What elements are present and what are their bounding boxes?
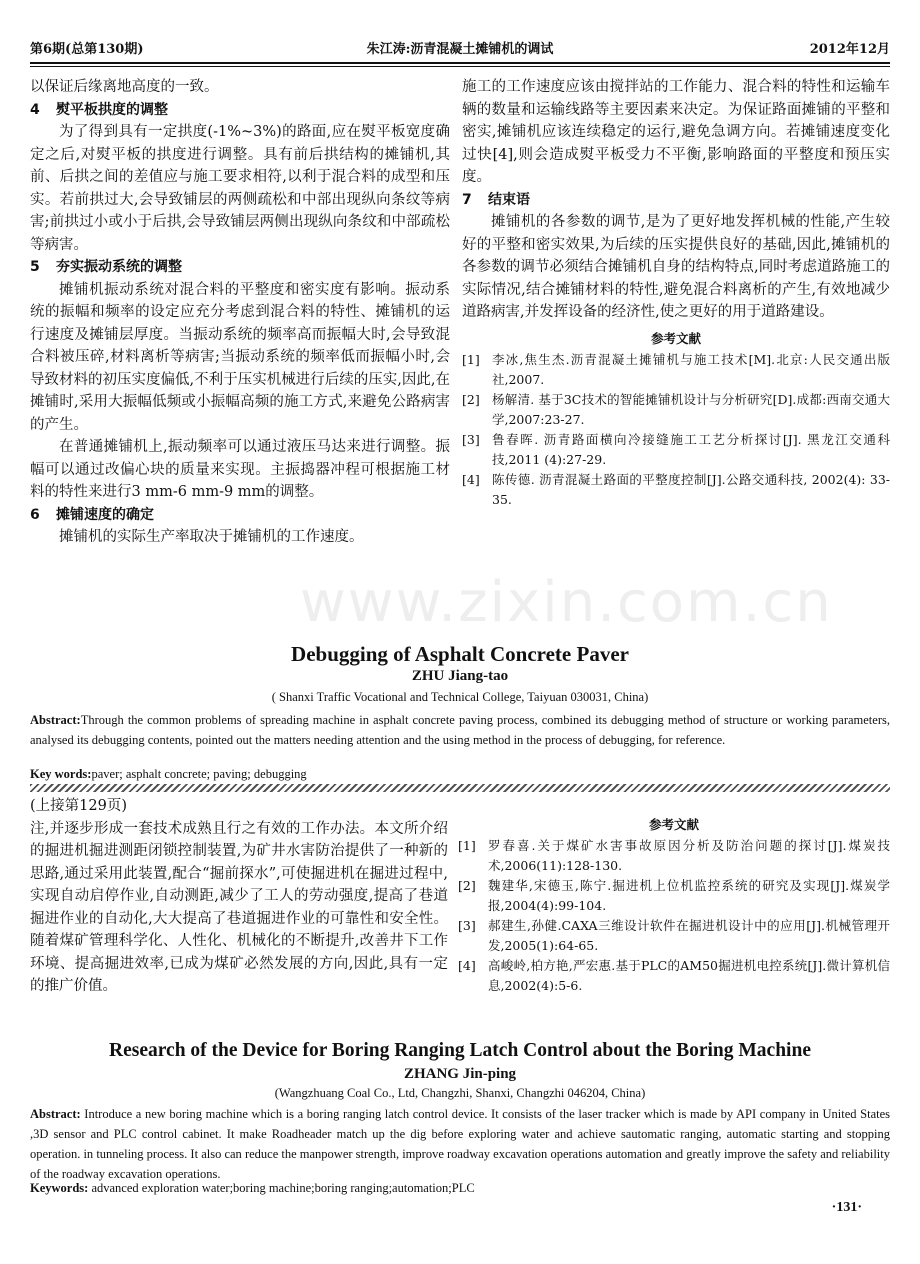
reference-number: [4]	[462, 471, 480, 487]
reference-item	[462, 390, 890, 430]
abstract-text: Introduce a new boring machine which is a boring ranging latch control device. It consists of the laser tracker which is made by API company in United States ,3D sensor and PLC control cabinet. It make Roadheader match up the dig before exploring water and achieve sautomatic ranging, automatic starting and stopping operation. in tunneling process. It also can reduce the manpower strength, improve roadway excavation operations automation and greatly improve the safety and reliability of the roadway excavation operations.	[30, 1107, 890, 1181]
article2-body-text: 注,并逐步形成一套技术成熟且行之有效的工作办法。本文所介绍的掘进机掘进测距闭锁控制装置,为矿井水害防治提供了一种新的思路,通过采用此装置,配合“掘前探水”,可使掘进机在掘进过程中,实现自动启停作业,自动测距,减少了工人的劳动强度,提高了巷道掘进作业的自动化,大大提高了巷道掘进作业的可靠性和安全性。随着煤矿管理科学化、人性化、机械化的不断提升,改善井下工作环境、提高掘进效率,已成为煤矿必然发展的方向,因此,具有一定的推广价值。	[30, 820, 448, 994]
article1-keywords: Key words:paver; asphalt concrete; paving; debugging	[30, 767, 307, 781]
reference-item	[458, 916, 890, 956]
reference-number: [1]	[462, 351, 480, 367]
article1-left-column	[30, 76, 450, 549]
watermark: www.zixin.com.cn	[300, 570, 833, 635]
reference-list	[462, 350, 890, 510]
running-header	[30, 38, 890, 62]
article2-abstract	[30, 1104, 890, 1184]
paragraph: 为了得到具有一定拱度(-1%~3%)的路面,应在熨平板宽度确定之后,对熨平板的拱度进行调整。具有前后拱结构的摊铺机,其前、后拱之间的差值应与施工要求相符,以利于混合料的成型和压实。若前拱过大,会导致铺层的两侧疏松和中部出现纵向条纹等病害;前拱过小或小于后拱,会导致铺层两侧出现纵向条纹和中部疏松等病害。	[30, 124, 450, 253]
reference-number: [3]	[462, 431, 480, 447]
article2-left-column	[30, 795, 448, 998]
article2-keywords	[30, 1178, 890, 1198]
reference-number: [2]	[462, 391, 480, 407]
reference-text: 杨解清. 基于3C技术的智能摊铺机设计与分析研究[D].成都:西南交通大学,2007:23-27.	[492, 391, 890, 427]
running-title: 朱江涛:沥青混凝土摊铺机的调试	[366, 42, 554, 57]
section-number: 4	[30, 101, 40, 118]
references-title: 参考文献	[650, 330, 701, 346]
paragraph: 施工的工作速度应该由搅拌站的工作能力、混合料的特性和运输车辆的数量和运输线路等主要因素来决定。为保证路面摊铺的平整和密实,摊铺机应该连续稳定的运行,避免急调方向。若摊铺速度变化过快[4],则会造成熨平板受力不平衡,影响路面的平整度和预压实度。	[462, 79, 890, 185]
reference-text: 陈传德. 沥青混凝土路面的平整度控制[J].公路交通科技, 2002(4): 33-35.	[492, 471, 890, 507]
header-rule-thin	[30, 66, 890, 67]
header-rule	[30, 62, 890, 64]
section-number: 5	[30, 259, 40, 275]
references-title: 参考文献	[648, 817, 699, 832]
reference-item	[458, 956, 890, 996]
issue-info: 第6期(总第130期)	[30, 42, 144, 57]
section-title: 结束语	[488, 191, 530, 208]
reference-number: [4]	[458, 958, 476, 973]
article2-right-column	[458, 814, 890, 996]
keywords-label: Key words	[30, 767, 88, 781]
keywords-label: Keywords:	[30, 1181, 89, 1195]
paragraph: 摊铺机的实际生产率取决于摊铺机的工作速度。	[59, 529, 364, 545]
reference-item	[458, 876, 890, 916]
page-number: ·131·	[831, 1200, 862, 1215]
reference-item	[462, 350, 890, 390]
reference-text: 魏建华,宋德玉,陈宁.掘进机上位机监控系统的研究及实现[J].煤炭学报,2004(4):99-104.	[488, 878, 890, 913]
article1-english-author: ZHU Jiang-tao	[411, 668, 509, 684]
reference-number: [1]	[458, 838, 476, 853]
keywords-text: advanced exploration water;boring machine;boring ranging;automation;PLC	[91, 1181, 475, 1195]
abstract-label: Abstract	[30, 713, 77, 727]
article1-abstract: Abstract:Through the common problems of spreading machine in asphalt concrete paving process, combined its debugging method of structure or working parameters, analysed its debugging contents, pointed out the matters needing attention and the using method in the process of debugging, for reference.	[30, 713, 890, 747]
reference-text: 高峻岭,柏方艳,严宏惠.基于PLC的AM50掘进机电控系统[J].微计算机信息,2002(4):5-6.	[488, 958, 890, 993]
section-title: 摊铺速度的确定	[56, 506, 154, 523]
article1-affiliation: ( Shanxi Traffic Vocational and Technical College, Taiyuan 030031, China)	[271, 690, 649, 704]
paragraph: 在普通摊铺机上,振动频率可以通过液压马达来进行调整。振幅可以通过改偏心块的质量来实现。主振捣器冲程可根据施工材料的特性来进行3 mm-6 mm-9 mm的调整。	[30, 439, 450, 500]
section-heading	[30, 256, 450, 279]
reference-text: 李冰,焦生杰.沥青混凝土摊铺机与施工技术[M].北京:人民交通出版社,2007.	[492, 351, 890, 387]
section-heading	[30, 504, 450, 527]
abstract-text: Through the common problems of spreading machine in asphalt concrete paving process, combined its debugging method of structure or working parameters, analysed its debugging contents, pointed out the matters needing attention and the using method in the process of debugging, for reference.	[30, 713, 890, 747]
reference-text: 郝建生,孙健.CAXA三维设计软件在掘进机设计中的应用[J].机械管理开发,2005(1):64-65.	[488, 918, 890, 953]
reference-list	[458, 836, 890, 996]
keywords-text: paver; asphalt concrete; paving; debugging	[91, 767, 307, 781]
abstract-label: Abstract:	[30, 1107, 81, 1121]
reference-number: [3]	[458, 918, 476, 933]
paragraph: 以保证后缘离地高度的一致。	[30, 79, 219, 95]
issue-date: 2012年12月	[809, 42, 890, 57]
section-heading	[30, 99, 450, 122]
section-title: 夯实振动系统的调整	[56, 259, 182, 275]
article1-references	[462, 328, 890, 510]
article-divider	[30, 784, 890, 792]
reference-text: 罗春喜.关于煤矿水害事故原因分析及防治问题的探讨[J].煤炭技术,2006(11):128-130.	[488, 838, 890, 873]
article1-right-column	[462, 76, 890, 510]
article2-english-title: Research of the Device for Boring Ranging Latch Control about the Boring Machine	[109, 1040, 811, 1061]
section-number: 7	[462, 191, 472, 208]
section-heading	[462, 189, 890, 212]
reference-item	[458, 836, 890, 876]
article2-affiliation: (Wangzhuang Coal Co., Ltd, Changzhi, Shanxi, Changzhi 046204, China)	[274, 1086, 646, 1100]
continued-note: (上接第129页)	[30, 798, 127, 814]
section-number: 6	[30, 506, 40, 523]
reference-item	[462, 430, 890, 470]
reference-item	[462, 470, 890, 510]
reference-number: [2]	[458, 878, 476, 893]
reference-text: 鲁春晖. 沥青路面横向冷接缝施工工艺分析探讨[J]. 黑龙江交通科技,2011 (4):27-29.	[492, 431, 890, 467]
article1-right-body	[462, 76, 890, 324]
article1-english-title: Debugging of Asphalt Concrete Paver	[291, 642, 629, 666]
paragraph: 摊铺机的各参数的调节,是为了更好地发挥机械的性能,产生较好的平整和密实效果,为后续的压实提供良好的基础,因此,摊铺机的各参数的调节必须结合摊铺机自身的结构特点,同时考虑道路施工的实际情况,结合摊铺材料的特性,避免混合料离析的产生,有效地减少道路病害,并发挥设备的经济性,使之更好的用于道路建设。	[462, 214, 890, 320]
article2-english-author: ZHANG Jin-ping	[403, 1066, 517, 1082]
paragraph: 摊铺机振动系统对混合料的平整度和密实度有影响。振动系统的振幅和频率的设定应充分考虑到混合料的特性、摊铺机的运行速度及摊铺层厚度。当振动系统的频率高而振幅大时,会导致混合料被压碎,材料离析等病害;当振动系统的频率低而振幅小时,会导致材料的初压实度偏低,不利于压实机械进行后续的压实,因此,在摊铺时,采用大振幅低频或小振幅高频的施工方式,来避免公路病害的产生。	[30, 281, 450, 433]
section-title: 熨平板拱度的调整	[56, 101, 168, 118]
